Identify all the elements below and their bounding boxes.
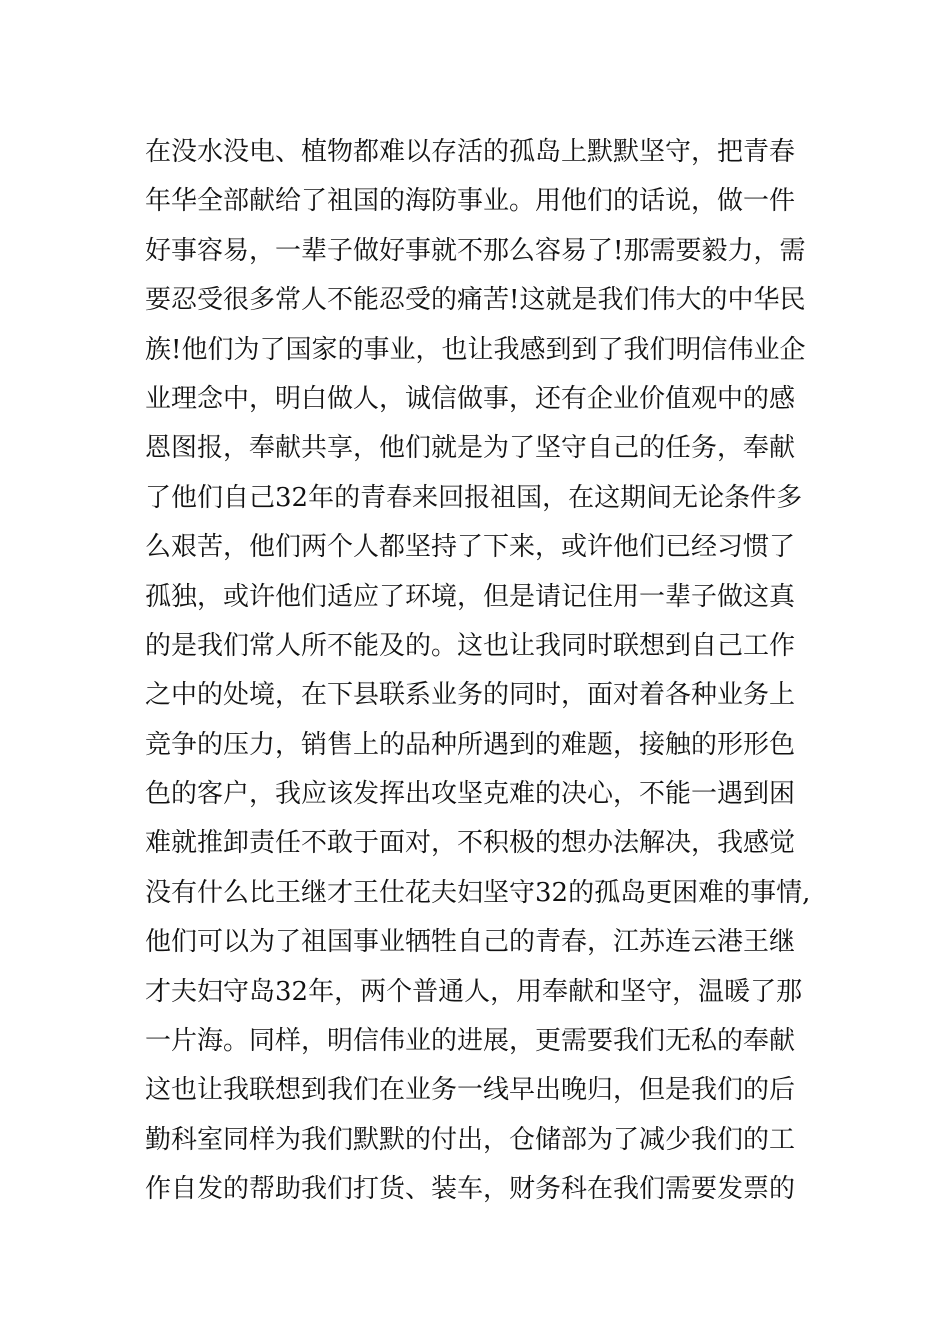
text-line: 年华全部献给了祖国的海防事业。用他们的话说，做一件 — [145, 186, 796, 217]
text-line: 之中的处境，在下县联系业务的同时，面对着各种业务上 — [145, 680, 796, 711]
text-line: 竞争的压力，销售上的品种所遇到的难题，接触的形形色 — [145, 729, 796, 760]
text-line: 了他们自己32年的青春来回报祖国，在这期间无论条件多 — [145, 482, 803, 513]
body-text — [145, 128, 845, 1215]
text-line: 恩图报，奉献共享，他们就是为了坚守自己的任务，奉献 — [145, 433, 796, 464]
text-line: 孤独，或许他们适应了环境，但是请记住用一辈子做这真 — [145, 581, 796, 612]
text-line: 一片海。同样，明信伟业的进展，更需要我们无私的奉献 — [145, 1026, 796, 1057]
text-line: 才夫妇守岛32年，两个普通人，用奉献和坚守，温暖了那 — [145, 976, 803, 1007]
text-line: 的是我们常人所不能及的。这也让我同时联想到自己工作 — [145, 630, 796, 661]
text-line: 难就推卸责任不敢于面对，不积极的想办法解决，我感觉 — [145, 828, 796, 859]
text-line: 没有什么比王继才王仕花夫妇坚守32的孤岛更困难的事情, — [145, 877, 811, 908]
text-line: 色的客户，我应该发挥出攻坚克难的决心，不能一遇到困 — [145, 779, 796, 810]
text-line: 作自发的帮助我们打货、装车，财务科在我们需要发票的 — [145, 1174, 796, 1205]
text-line: 族!他们为了国家的事业，也让我感到到了我们明信伟业企 — [145, 334, 806, 365]
text-line: 在没水没电、植物都难以存活的孤岛上默默坚守，把青春 — [145, 137, 796, 167]
text-line: 好事容易，一辈子做好事就不那么容易了!那需要毅力，需 — [145, 235, 806, 266]
text-line: 业理念中，明白做人，诚信做事，还有企业价值观中的感 — [145, 383, 796, 414]
text-line: 要忍受很多常人不能忍受的痛苦!这就是我们伟大的中华民 — [145, 285, 806, 316]
text-line: 他们可以为了祖国事业牺牲自己的青春，江苏连云港王继 — [145, 927, 796, 958]
text-line: 么艰苦，他们两个人都坚持了下来，或许他们已经习惯了 — [145, 532, 796, 563]
text-line: 勤科室同样为我们默默的付出，仓储部为了减少我们的工 — [145, 1124, 796, 1155]
text-line: 这也让我联想到我们在业务一线早出晚归，但是我们的后 — [145, 1075, 796, 1106]
